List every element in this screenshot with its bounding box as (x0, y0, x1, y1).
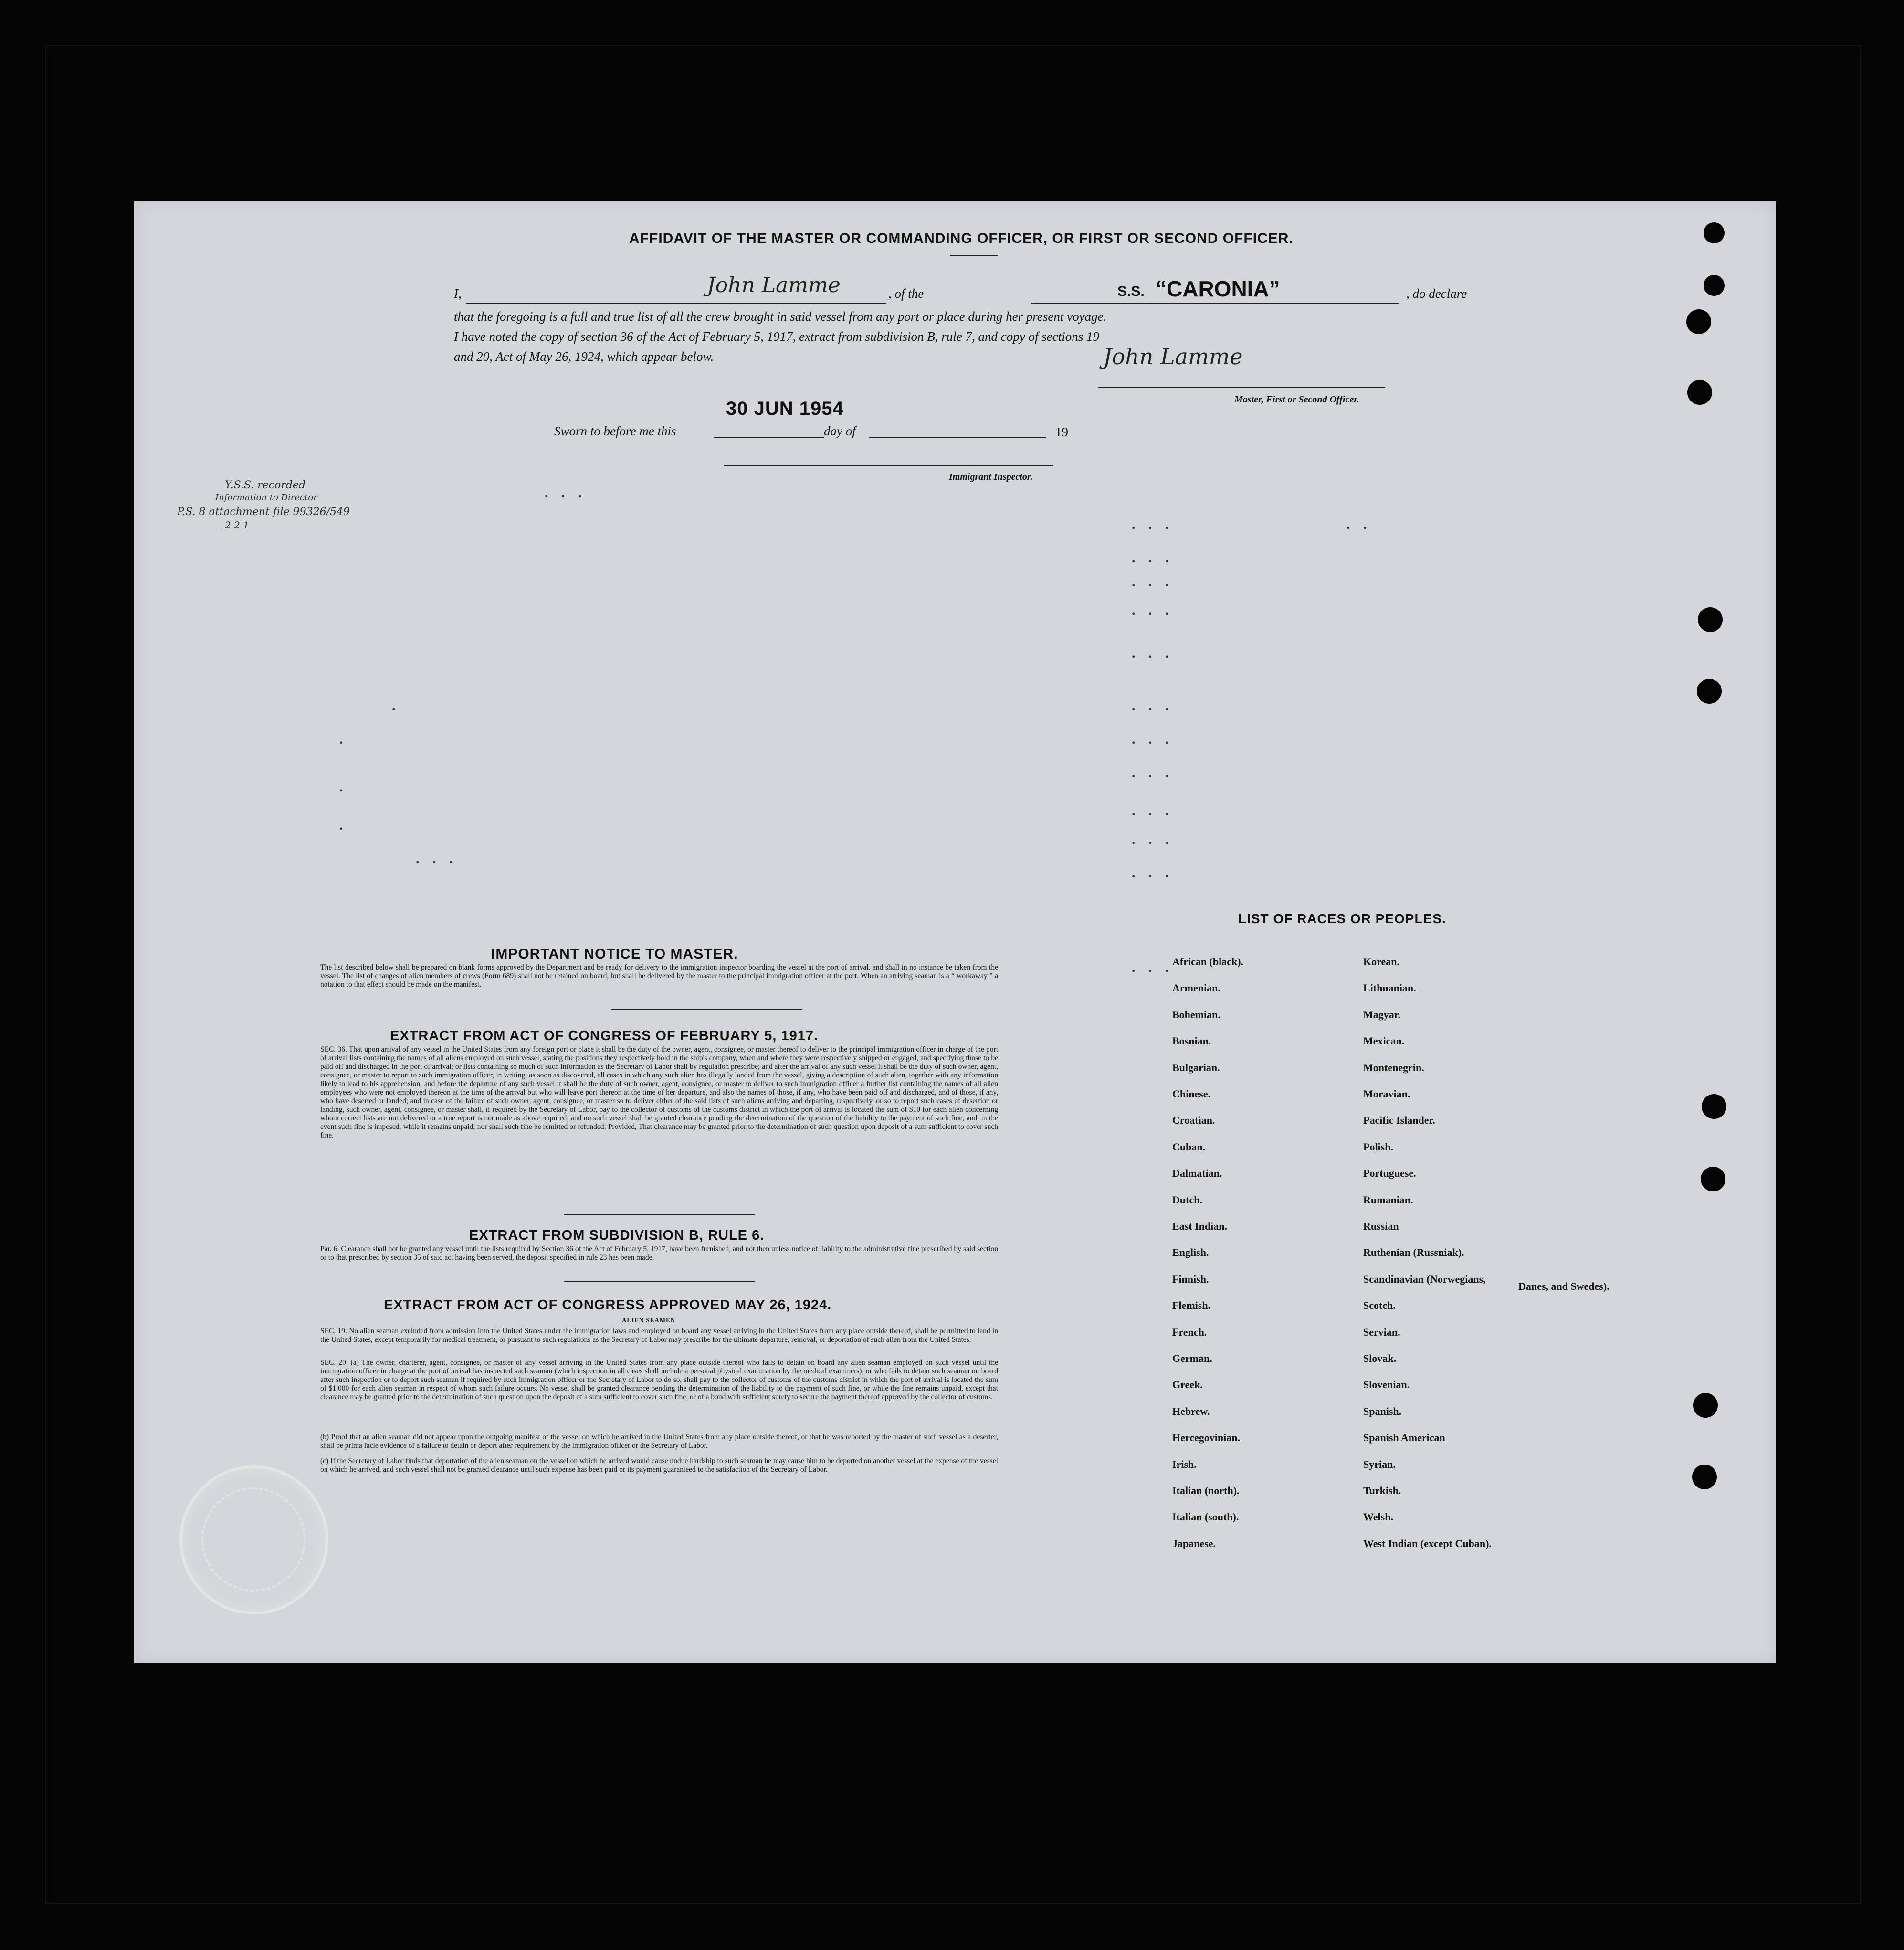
blank-row-dots: . . . (1132, 803, 1174, 819)
race-item: Spanish. (1363, 1405, 1402, 1417)
date-stamp: 30 JUN 1954 (726, 398, 844, 419)
race-item: Bosnian. (1172, 1035, 1211, 1047)
blank-row-dots: . . . (1132, 645, 1174, 661)
race-item: Bulgarian. (1172, 1061, 1220, 1074)
day-of-label: day of (824, 424, 856, 438)
margin-note-line4: 2 2 1 (225, 519, 249, 531)
extract-1917-title: EXTRACT FROM ACT OF CONGRESS OF FEBRUARY 5, 1917. (390, 1028, 819, 1044)
race-item: Armenian. (1172, 982, 1220, 994)
section-rule (564, 1281, 755, 1282)
race-item: Greek. (1172, 1379, 1203, 1391)
notice-title: IMPORTANT NOTICE TO MASTER. (491, 946, 738, 962)
blank-row-dots: . . . (1132, 574, 1174, 590)
race-item: Italian (south). (1172, 1511, 1239, 1523)
race-item: Rumanian. (1363, 1193, 1413, 1206)
year-prefix: 19 (1055, 425, 1068, 439)
race-item: Chinese. (1172, 1088, 1211, 1100)
race-item: Turkish. (1363, 1485, 1401, 1497)
punch-hole (1693, 1393, 1718, 1418)
race-item: Pacific Islander. (1363, 1114, 1435, 1127)
race-item: Hebrew. (1172, 1405, 1210, 1417)
race-item: Welsh. (1363, 1511, 1393, 1523)
race-item: Servian. (1363, 1326, 1400, 1338)
race-item: Russian (1363, 1220, 1399, 1232)
race-item: Bohemian. (1172, 1008, 1220, 1021)
punch-hole (1687, 380, 1712, 405)
blank-row-dots: . . . (1132, 698, 1174, 714)
blank-row-dots: . . . (1132, 516, 1174, 532)
blank-row-dots: . (339, 731, 348, 747)
race-item: Slovenian. (1363, 1379, 1410, 1391)
race-item: Dutch. (1172, 1193, 1202, 1206)
race-item: Syrian. (1363, 1458, 1396, 1470)
races-title: LIST OF RACES OR PEOPLES. (1238, 911, 1446, 926)
extract-1924-sec20a: SEC. 20. (a) The owner, charterer, agent, consignee, or master of any vessel arriving in the United States from any place outside thereof who fails to detain on board any alien seaman employed on such vessel until the immigration officer in charge at the port of arrival has inspected such seaman (which inspection in all cases shall include a personal physical examination by the medical examiners), or who fails to detain such seaman on board after such inspection or to deport such seaman if required by such immigration officer or the Secretary of Labor to do so, shall pay to the collector of customs of the customs district in which the port of arrival is located the sum of $1,000 for each alien seaman in respect of whom such failure occurs. No vessel shall be granted clearance pending the determination of the liability to the payment of such fine, or while the fine remains unpaid, except that clearance may be granted prior to the determination of such question upon the deposit of a sum sufficient to cover such fine, or of a bond with sufficient surety to secure the payment thereof approved by the collector of customs. (320, 1359, 998, 1401)
day-line (714, 437, 824, 438)
race-item: Magyar. (1363, 1008, 1401, 1021)
margin-note-line2: Information to Director (215, 493, 317, 503)
race-item: Finnish. (1172, 1273, 1209, 1285)
title-rule (950, 255, 998, 256)
inspector-caption: Immigrant Inspector. (949, 472, 1033, 482)
punch-hole (1702, 1094, 1726, 1119)
alien-seamen-subtitle: ALIEN SEAMEN (622, 1317, 676, 1324)
punch-hole (1692, 1465, 1717, 1489)
embossed-seal (179, 1465, 328, 1614)
of-the-label: , of the (888, 286, 924, 301)
race-item: Slovak. (1363, 1352, 1397, 1364)
punch-hole (1704, 222, 1725, 243)
race-item: Lithuanian. (1363, 982, 1416, 994)
blank-row-dots: . . . (1132, 832, 1174, 847)
race-item: French. (1172, 1326, 1207, 1338)
race-item: Portuguese. (1363, 1167, 1416, 1180)
extract-1924-sec19: SEC. 19. No alien seaman excluded from admission into the United States under the immigration laws and employed on board any vessel arriving in the United States from any place outside thereof, shall be permitted to land in the United States, except temporarily for medical treatment, or pursuant to such regulations as the Secretary of Labor may prescribe for the ultimate departure, removal, or deportation of such alien from the United States. (320, 1327, 998, 1344)
punch-hole (1686, 309, 1711, 334)
race-item-continuation: Danes, and Swedes). (1518, 1280, 1609, 1292)
notice-body: The list described below shall be prepared on blank forms approved by the Department and be ready for delivery to the immigration inspector boarding the vessel at the port of arrival, and shall in no instance be taken from the vessel. The list of changes of alien members of crews (Form 689) shall not be retained on board, but shall be delivered by the master to the principal immigration officer at the port. When an arriving seaman is a “ workaway ” a notation to that effect should be made on the manifest. (320, 963, 998, 989)
blank-row-dots: . (339, 779, 348, 795)
race-item: Montenegrin. (1363, 1061, 1424, 1074)
section-rule (564, 1214, 755, 1215)
name-line (466, 303, 886, 304)
race-item: Moravian. (1363, 1088, 1410, 1100)
ship-prefix: S.S. (1117, 284, 1145, 299)
punch-hole (1704, 275, 1725, 296)
race-item: Italian (north). (1172, 1485, 1240, 1497)
extract-1924-sec20b: (b) Proof that an alien seaman did not appear upon the outgoing manifest of the vessel on which he arrived in the United States from any place outside thereof, or that he was reported by the master of such vessel as a deserter, shall be prima facie evidence of a failure to detain or deport after requirement by the immigration officer or the Secretary of Labor. (320, 1433, 998, 1450)
race-item: Spanish American (1363, 1432, 1445, 1444)
race-item: Hercegovinian. (1172, 1432, 1240, 1444)
blank-row-dots: . . (1346, 516, 1372, 532)
affidavit-body-line3: and 20, Act of May 26, 1924, which appear below. (454, 349, 714, 364)
punch-hole (1698, 607, 1723, 632)
blank-row-dots: . . . (416, 851, 458, 866)
race-item: German. (1172, 1352, 1212, 1364)
race-item: Polish. (1363, 1140, 1393, 1153)
race-item: Mexican. (1363, 1035, 1405, 1047)
race-item: Scotch. (1363, 1299, 1396, 1312)
race-item: Japanese. (1172, 1537, 1216, 1549)
document-sheet (134, 201, 1776, 1663)
punch-hole (1697, 679, 1722, 704)
race-item: Cuban. (1172, 1140, 1206, 1153)
extract-1917-body: SEC. 36. That upon arrival of any vessel in the United States from any foreign port or place it shall be the duty of the owner, agent, consignee, or master thereof to deliver to the principal immigration officer in charge of the port of arrival lists containing the names of all aliens employed on such vessel, stating the positions they respectively hold in the ship's company, when and where they were respectively shipped or engaged, and specifying those to be paid off and discharged in the port of arrival; or lists containing so much of such information as the Secretary of Labor shall by regulation prescribe; and after the arrival of any such vessel it shall be the duty of such owner, agent, consignee, or master to report to such immigration officer, in writing, as soon as discovered, all cases in which any such alien has illegally landed from the vessel, giving a description of such alien, together with any information likely to lead to his apprehension; and before the departure of any such vessel it shall be the duty of such owner, agent, consignee, or master to deliver to such immigration officer a further list containing the names of all alien employees who were not employed thereon at the time of the arrival but who will leave port thereon at the time of her departure, and also the names of those, if any, who have been paid off and discharged, and of those, if any, who have deserted or landed; and in case of the failure of such owner, agent, consignee, or master so to deliver either of the said lists of such aliens arriving and departing, respectively, or so to report such cases of desertion or landing, such owner, agent, consignee, or master shall, if required by the Secretary of Labor, pay to the collector of customs of the customs district in which the port of arrival is located the sum of $10 for each alien concerning whom correct lists are not delivered or a true report is not made as above required; and no such vessel shall be granted clearance pending the determination of the question of the liability to the payment of such fine, and, in the event such fine is imposed, while it remains unpaid; nor shall such fine be remitted or refunded: Provided, That clearance may be granted prior to the determination of such question upon deposit of a sum sufficient to cover such fine. (320, 1045, 998, 1139)
blank-row-dots: . . . (1132, 550, 1174, 566)
margin-note-line1: Y.S.S. recorded (225, 479, 306, 491)
master-signature-inline: John Lamme (707, 273, 841, 297)
affidavit-body-line2: I have noted the copy of section 36 of the Act of February 5, 1917, extract from subdivision B, rule 7, and copy of sections 19 (454, 329, 1099, 344)
blank-row-dots: . (392, 698, 400, 714)
race-item: Flemish. (1172, 1299, 1211, 1312)
blank-row-dots: . . . (1132, 765, 1174, 780)
extract-1924-sec20c: (c) If the Secretary of Labor finds that deportation of the alien seaman on the vessel on which he arrived would cause undue hardship to such seaman he may cause him to be deported on another vessel at the expense of the vessel on which he arrived, and such vessel shall not be granted clearance until such expense has been paid or its payment guaranteed to the satisfaction of the Secretary of Labor. (320, 1457, 998, 1474)
affidavit-i-label: I, (454, 286, 462, 301)
race-item: English. (1172, 1246, 1209, 1259)
section-rule (611, 1009, 802, 1010)
race-item: West Indian (except Cuban). (1363, 1537, 1492, 1549)
race-item: Ruthenian (Russniak). (1363, 1246, 1464, 1259)
blank-row-dots: . . . (1132, 731, 1174, 747)
extract-rule6-body: Par. 6. Clearance shall not be granted any vessel until the lists required by Section 36 of the Act of February 5, 1917, have been furnished, and not then unless notice of liability to the administrative fine prescribed by said section or to that prescribed by section 35 of said act having been served, the deposit specified in rule 23 has been made. (320, 1245, 998, 1262)
extract-rule6-title: EXTRACT FROM SUBDIVISION B, RULE 6. (469, 1228, 765, 1243)
blank-row-dots: . . . (1132, 865, 1174, 881)
ship-line (1031, 303, 1399, 304)
do-declare-label: , do declare (1406, 286, 1467, 301)
race-item: African (black). (1172, 956, 1244, 968)
affidavit-title: AFFIDAVIT OF THE MASTER OR COMMANDING OFFICER, OR FIRST OR SECOND OFFICER. (629, 231, 1294, 246)
inspector-line (724, 465, 1053, 466)
ship-name: “CARONIA” (1156, 276, 1280, 301)
punch-hole (1701, 1167, 1725, 1191)
race-item: Scandinavian (Norwegians, (1363, 1273, 1486, 1285)
race-item: Korean. (1363, 956, 1399, 968)
blank-row-dots: . (339, 817, 348, 833)
master-signature: John Lamme (1103, 344, 1243, 369)
affidavit-body-line1: that the foregoing is a full and true list of all the crew brought in said vessel from any port or place during her present voyage. (454, 309, 1107, 324)
extract-1924-title: EXTRACT FROM ACT OF CONGRESS APPROVED MAY 26, 1924. (384, 1297, 832, 1313)
month-line (869, 437, 1046, 438)
race-item: Croatian. (1172, 1114, 1215, 1127)
race-item: East Indian. (1172, 1220, 1227, 1232)
race-item: Irish. (1172, 1458, 1197, 1470)
blank-row-dots: . . . (1132, 602, 1174, 618)
signature-line (1098, 387, 1385, 388)
master-caption: Master, First or Second Officer. (1234, 394, 1359, 405)
blank-row-dots: . . . (1132, 959, 1174, 975)
blank-row-dots: . . . (545, 485, 587, 501)
margin-note-line3: P.S. 8 attachment file 99326/549 (177, 506, 350, 518)
race-item: Dalmatian. (1172, 1167, 1222, 1180)
sworn-label: Sworn to before me this (554, 424, 676, 438)
